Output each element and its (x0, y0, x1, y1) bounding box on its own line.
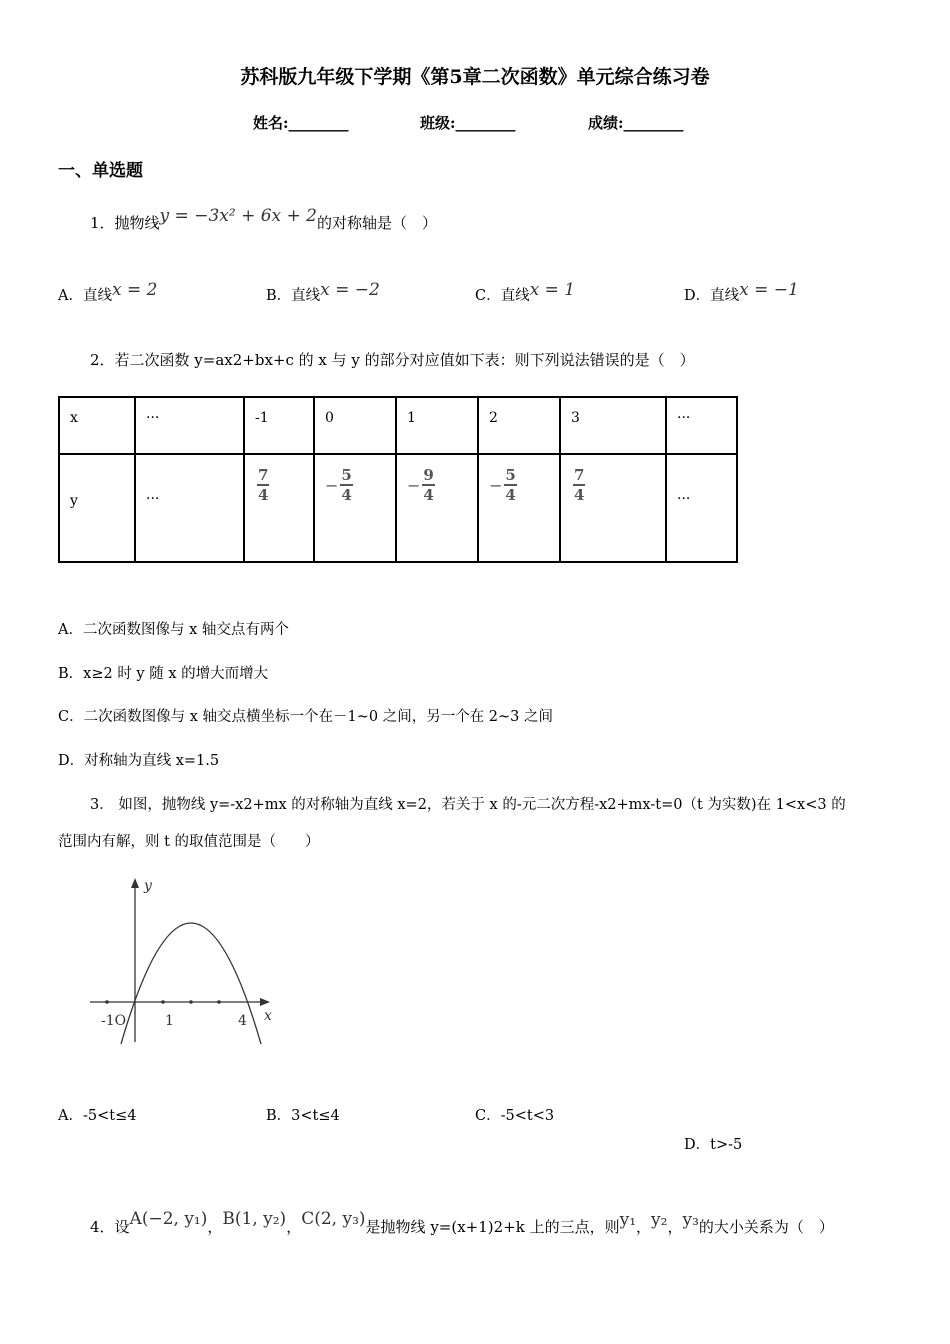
question-4: 4．设A(−2, y₁)，B(1, y₂)，C(2, y₃)是抛物线 y=(x+1)2+k 上的三点，则y₁，y₂，y₃的大小关系为（ ） (90, 1209, 834, 1236)
class-field: 班级:________ (420, 114, 516, 132)
page-title: 苏科版九年级下学期《第5章二次函数》单元综合练习卷 (240, 66, 710, 88)
tick-dot (189, 1000, 193, 1004)
q1-prefix: 1．抛物线 (90, 214, 160, 232)
q4-y1: y₁ (619, 1210, 637, 1230)
fraction: $\frac{5}{4}$ (341, 466, 352, 504)
q1-suffix: 的对称轴是（ ） (317, 214, 438, 232)
q1-option-c[interactable]: C．直线x = 1 (475, 280, 576, 304)
fraction: $\frac{9}{4}$ (423, 466, 434, 504)
tick-label-neg1-origin: -1O (101, 1013, 127, 1029)
fraction: $\frac{5}{4}$ (505, 466, 516, 504)
q1-option-d[interactable]: D．直线x = −1 (684, 280, 799, 304)
q3-option-a[interactable]: A．-5<t≤4 (58, 1108, 137, 1124)
table-cell: y (59, 454, 135, 562)
q4-y2: y₂ (651, 1210, 668, 1230)
y-axis-label: y (144, 878, 152, 894)
table-cell: − $\frac{9}{4}$ (396, 454, 478, 562)
q2-option-b[interactable]: B．x≥2 时 y 随 x 的增大而增大 (58, 666, 269, 682)
table-cell: ··· (135, 454, 244, 562)
q4-prefix: 4．设 (90, 1218, 130, 1236)
q4-mid: 是抛物线 y=(x+1)2+k 上的三点，则 (365, 1218, 620, 1236)
table-row-x (59, 397, 737, 454)
fraction: $\frac{7}{4}$ (258, 466, 269, 504)
table-cell: x (59, 397, 135, 454)
table-cell: ··· (666, 454, 737, 562)
q4-point-b: B(1, y₂) (222, 1209, 287, 1229)
table-cell: − $\frac{5}{4}$ (314, 454, 396, 562)
table-cell: -1 (244, 397, 314, 454)
q4-suffix: 的大小关系为（ ） (698, 1218, 834, 1236)
q3-option-c[interactable]: C．-5<t<3 (475, 1108, 555, 1124)
table-cell: 1 (396, 397, 478, 454)
q1-option-b[interactable]: B．直线x = −2 (266, 280, 380, 304)
value-table (58, 396, 738, 563)
question-2: 2．若二次函数 y=ax2+bx+c 的 x 与 y 的部分对应值如下表：则下列说法错误的是（ ） (90, 351, 695, 369)
tick-label-1: 1 (165, 1013, 174, 1029)
x-axis-arrow-icon (260, 998, 270, 1006)
q1-option-a[interactable]: A．直线x = 2 (58, 280, 158, 304)
table-cell: ··· (666, 397, 737, 454)
table-cell: ··· (135, 397, 244, 454)
table-cell: 0 (314, 397, 396, 454)
q3-option-d[interactable]: D．t>-5 (684, 1137, 743, 1153)
question-3-line2: 范围内有解，则 t 的取值范围是（ ） (58, 834, 320, 850)
table-row-y (59, 454, 737, 562)
question-1 (90, 206, 438, 233)
q2-option-a[interactable]: A．二次函数图像与 x 轴交点有两个 (58, 622, 289, 638)
score-field: 成绩:________ (588, 114, 684, 132)
q2-option-c[interactable]: C．二次函数图像与 x 轴交点横坐标一个在－1~0 之间，另一个在 2~3 之间 (58, 709, 554, 725)
parabola-graph (82, 874, 282, 1054)
q3-option-b[interactable]: B．3<t≤4 (266, 1108, 340, 1124)
q1-formula: y = −3x² + 6x + 2 (159, 206, 317, 226)
tick-dot (217, 1000, 221, 1004)
tick-label-4: 4 (238, 1013, 247, 1029)
x-axis-label: x (264, 1008, 272, 1024)
table-cell (560, 454, 666, 562)
question-3-line1: 3． 如图，抛物线 y=-x2+mx 的对称轴为直线 x=2，若关于 x 的-元二次方程-x2+mx-t=0（t 为实数)在 1<x<3 的 (90, 797, 846, 813)
section-heading: 一、单选题 (58, 161, 143, 181)
table-cell: − $\frac{5}{4}$ (478, 454, 560, 562)
tick-dot (161, 1000, 165, 1004)
table-cell (244, 454, 314, 562)
table-cell: 3 (560, 397, 666, 454)
q4-point-a: A(−2, y₁) (129, 1209, 208, 1229)
y-axis-arrow-icon (131, 878, 139, 888)
table-cell: 2 (478, 397, 560, 454)
fraction: $\frac{7}{4}$ (574, 466, 585, 504)
tick-dot (105, 1000, 109, 1004)
q2-option-d[interactable]: D．对称轴为直线 x=1.5 (58, 753, 220, 769)
q4-point-c: C(2, y₃) (301, 1209, 366, 1229)
q4-y3: y₃ (682, 1210, 699, 1230)
name-field: 姓名:________ (253, 114, 349, 132)
